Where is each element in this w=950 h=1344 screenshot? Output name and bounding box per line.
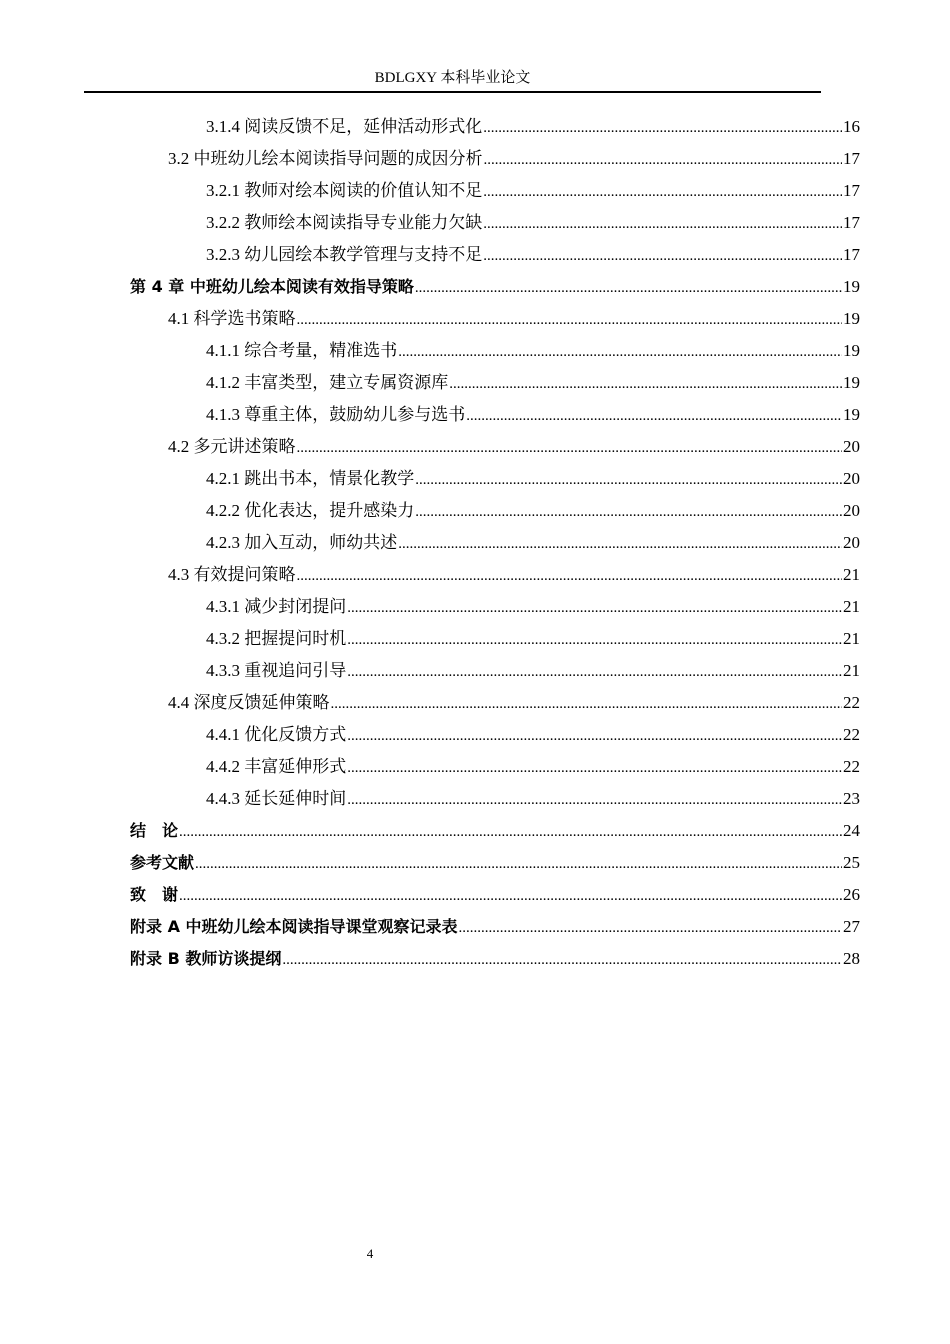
header-divider (84, 91, 821, 93)
toc-entry[interactable] (206, 467, 860, 491)
toc-entry-label: 3.1.4 阅读反馈不足，延伸活动形式化 (206, 117, 483, 136)
toc-entry-label: 结 论 (130, 821, 179, 840)
toc-entry[interactable] (130, 947, 860, 971)
toc-leader-dots (449, 372, 842, 396)
toc-entry-page: 21 (843, 629, 860, 648)
page-header-title: BDLGXY 本科毕业论文 (374, 70, 531, 86)
toc-leader-dots (195, 852, 842, 876)
toc-entry-label: 4.3.1 减少封闭提问 (206, 597, 347, 616)
toc-entry[interactable] (130, 275, 860, 299)
toc-leader-dots (483, 180, 842, 204)
toc-entry[interactable] (168, 563, 860, 587)
toc-entry-page: 17 (843, 245, 860, 264)
toc-entry-page: 22 (843, 693, 860, 712)
toc-leader-dots (179, 884, 842, 908)
toc-entry-label: 4.1.2 丰富类型，建立专属资源库 (206, 373, 449, 392)
toc-leader-dots (282, 948, 842, 972)
toc-entry-page: 22 (843, 757, 860, 776)
toc-entry-page: 27 (843, 917, 860, 936)
toc-entry[interactable] (168, 435, 860, 459)
toc-entry[interactable] (168, 307, 860, 331)
toc-entry[interactable] (206, 755, 860, 779)
toc-entry-label: 4.4.1 优化反馈方式 (206, 725, 347, 744)
toc-leader-dots (398, 532, 842, 556)
page-number: 4 (366, 1246, 374, 1261)
toc-entry-page: 26 (843, 885, 860, 904)
toc-entry-page: 20 (843, 501, 860, 520)
toc-entry-page: 20 (843, 533, 860, 552)
toc-leader-dots (466, 404, 842, 428)
toc-leader-dots (483, 212, 842, 236)
toc-entry-page: 21 (843, 661, 860, 680)
toc-entry-label: 3.2.1 教师对绘本阅读的价值认知不足 (206, 181, 483, 200)
toc-entry[interactable] (206, 211, 860, 235)
toc-leader-dots (347, 596, 842, 620)
toc-entry[interactable] (206, 115, 860, 139)
toc-leader-dots (415, 468, 842, 492)
toc-entry[interactable] (168, 147, 860, 171)
toc-entry-label: 第 4 章 中班幼儿绘本阅读有效指导策略 (130, 277, 414, 296)
toc-entry[interactable] (130, 915, 860, 939)
toc-entry-page: 21 (843, 597, 860, 616)
toc-entry[interactable] (206, 787, 860, 811)
toc-leader-dots (297, 564, 843, 588)
toc-leader-dots (297, 436, 843, 460)
toc-leader-dots (415, 500, 842, 524)
toc-entry-label: 参考文献 (130, 853, 195, 872)
toc-entry-label: 附录 B 教师访谈提纲 (130, 949, 282, 968)
toc-leader-dots (459, 916, 842, 940)
toc-entry-page: 21 (843, 565, 860, 584)
toc-entry-page: 19 (843, 309, 860, 328)
toc-entry-label: 4.3.2 把握提问时机 (206, 629, 347, 648)
toc-leader-dots (347, 660, 842, 684)
toc-entry[interactable] (130, 883, 860, 907)
toc-entry[interactable] (206, 179, 860, 203)
toc-entry[interactable] (206, 531, 860, 555)
toc-entry-label: 3.2 中班幼儿绘本阅读指导问题的成因分析 (168, 149, 483, 168)
toc-entry[interactable] (206, 371, 860, 395)
toc-entry[interactable] (130, 851, 860, 875)
toc-leader-dots (398, 340, 842, 364)
toc-entry-label: 4.4.2 丰富延伸形式 (206, 757, 347, 776)
toc-entry-label: 4.4.3 延长延伸时间 (206, 789, 347, 808)
toc-entry-label: 4.2.2 优化表达，提升感染力 (206, 501, 415, 520)
toc-entry[interactable] (206, 595, 860, 619)
toc-entry-page: 22 (843, 725, 860, 744)
toc-entry-label: 4.2.1 跳出书本，情景化教学 (206, 469, 415, 488)
toc-entry-label: 4.1.1 综合考量，精准选书 (206, 341, 398, 360)
toc-entry-page: 17 (843, 213, 860, 232)
toc-entry-page: 28 (843, 949, 860, 968)
toc-entry-page: 25 (843, 853, 860, 872)
toc-entry[interactable] (206, 403, 860, 427)
toc-entry-label: 4.2.3 加入互动，师幼共述 (206, 533, 398, 552)
toc-leader-dots (331, 692, 843, 716)
toc-entry-page: 19 (843, 405, 860, 424)
toc-leader-dots (347, 788, 842, 812)
toc-leader-dots (347, 724, 842, 748)
toc-entry[interactable] (130, 819, 860, 843)
toc-entry-page: 19 (843, 277, 860, 296)
toc-entry[interactable] (206, 723, 860, 747)
toc-entry-page: 23 (843, 789, 860, 808)
toc-entry[interactable] (206, 627, 860, 651)
toc-entry[interactable] (206, 499, 860, 523)
toc-entry[interactable] (168, 691, 860, 715)
toc-entry[interactable] (206, 659, 860, 683)
toc-leader-dots (483, 244, 842, 268)
toc-entry-label: 4.4 深度反馈延伸策略 (168, 693, 330, 712)
toc-leader-dots (297, 308, 843, 332)
toc-entry-page: 19 (843, 373, 860, 392)
toc-leader-dots (347, 756, 842, 780)
toc-entry-label: 致 谢 (130, 885, 179, 904)
toc-entry[interactable] (206, 243, 860, 267)
toc-entry-page: 19 (843, 341, 860, 360)
toc-entry-label: 4.2 多元讲述策略 (168, 437, 296, 456)
toc-entry-label: 3.2.2 教师绘本阅读指导专业能力欠缺 (206, 213, 483, 232)
toc-entry-label: 3.2.3 幼儿园绘本教学管理与支持不足 (206, 245, 483, 264)
toc-entry-page: 17 (843, 149, 860, 168)
toc-entry-label: 附录 A 中班幼儿绘本阅读指导课堂观察记录表 (130, 917, 458, 936)
toc-entry-label: 4.1.3 尊重主体，鼓励幼儿参与选书 (206, 405, 466, 424)
toc-entry[interactable] (206, 339, 860, 363)
toc-leader-dots (347, 628, 842, 652)
toc-entry-page: 16 (843, 117, 860, 136)
toc-entry-page: 17 (843, 181, 860, 200)
toc-entry-label: 4.3.3 重视追问引导 (206, 661, 347, 680)
toc-entry-page: 20 (843, 469, 860, 488)
toc-entry-label: 4.1 科学选书策略 (168, 309, 296, 328)
toc-leader-dots (484, 148, 843, 172)
toc-leader-dots (415, 276, 842, 300)
toc-leader-dots (179, 820, 842, 844)
toc-entry-page: 20 (843, 437, 860, 456)
toc-entry-label: 4.3 有效提问策略 (168, 565, 296, 584)
toc-leader-dots (483, 116, 842, 140)
toc-entry-page: 24 (843, 821, 860, 840)
